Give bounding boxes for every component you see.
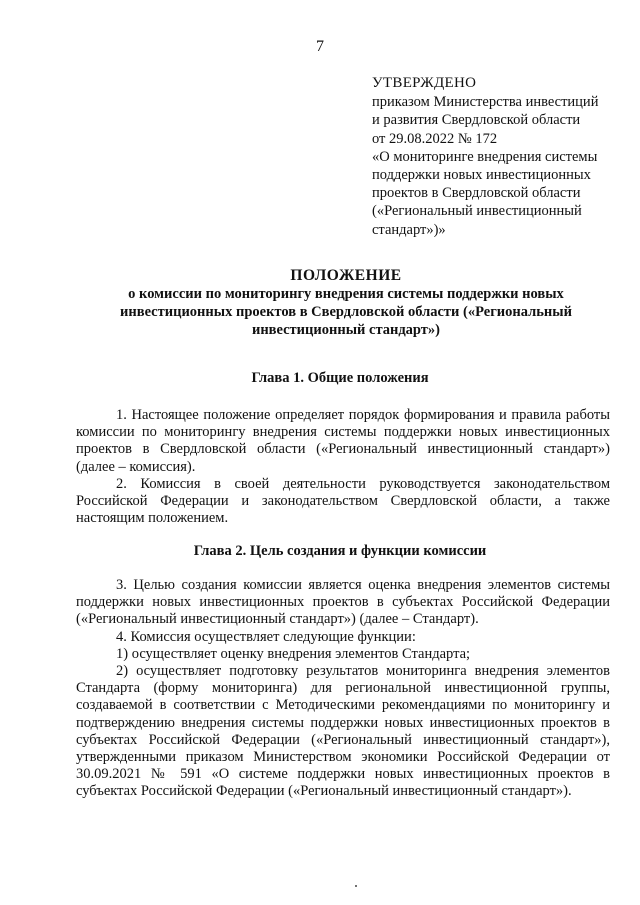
paragraph: 2) осуществляет подготовку результатов мониторинга внедрения элементов Стандарта (форму мониторинга) для региональной инвестиционной группы, создаваемой в соответствии с Методическими рекомендациями по мониторингу и подтверждению внедрения системы поддержки новых инвестиционных проектов в субъектах Российской Федерации («Региональный инвестиционный стандарт»), утвержденными приказом Министерством экономики Российской Федерации от 30.09.2021 № 591 «О системе поддержки новых инвестиционных проектов в субъектах Российской Федерации («Региональный инвестиционный стандарт»).: [76, 663, 610, 800]
paragraph: 3. Целью создания комиссии является оценка внедрения элементов системы поддержки новых инвестиционных проектов в субъектах Российской Федерации («Региональный инвестиционный стандарт») (далее – Стандарт).: [76, 577, 610, 628]
document-title-block: [92, 266, 600, 339]
approval-line: «О мониторинге внедрения системы: [372, 148, 598, 165]
approval-line: и развития Свердловской области: [372, 112, 581, 129]
approval-line: стандарт»)»: [372, 221, 446, 238]
document-subtitle-line: о комиссии по мониторингу внедрения системы поддержки новых: [128, 286, 564, 302]
scan-speck: [355, 885, 357, 887]
approved-label: УТВЕРЖДЕНО: [372, 75, 477, 91]
approval-line: от 29.08.2022 № 172: [372, 130, 498, 147]
chapter-1-heading: Глава 1. Общие положения: [251, 370, 429, 386]
paragraph: 4. Комиссия осуществляет следующие функции:: [116, 628, 416, 645]
paragraph: 2. Комиссия в своей деятельности руководствуется законодательством Российской Федерации и законодательством Свердловской области, а также настоящим положением.: [76, 475, 610, 527]
chapter-2-body: [76, 577, 610, 801]
approval-stamp-block: [372, 74, 622, 239]
document-subtitle-line: инвестиционный стандарт»): [251, 322, 441, 338]
approval-line: поддержки новых инвестиционных: [372, 167, 591, 184]
chapter-2-heading: Глава 2. Цель создания и функции комиссии: [193, 543, 487, 559]
approval-line: («Региональный инвестиционный: [372, 203, 582, 220]
chapter-1-body: [76, 407, 610, 527]
document-subtitle-line: инвестиционных проектов в Свердловской области («Региональный: [120, 304, 572, 320]
document-title: ПОЛОЖЕНИЕ: [290, 267, 402, 284]
approval-line: проектов в Свердловской области: [372, 185, 581, 202]
paragraph: 1) осуществляет оценку внедрения элементов Стандарта;: [116, 645, 471, 662]
paragraph: 1. Настоящее положение определяет порядок формирования и правила работы комиссии по мониторингу внедрения системы поддержки новых инвестиционных проектов в Свердловской области («Региональный инвестиционный стандарт») (далее – комиссия).: [76, 407, 610, 475]
page-number: 7: [316, 38, 324, 55]
approval-line: приказом Министерства инвестиций: [372, 94, 599, 111]
